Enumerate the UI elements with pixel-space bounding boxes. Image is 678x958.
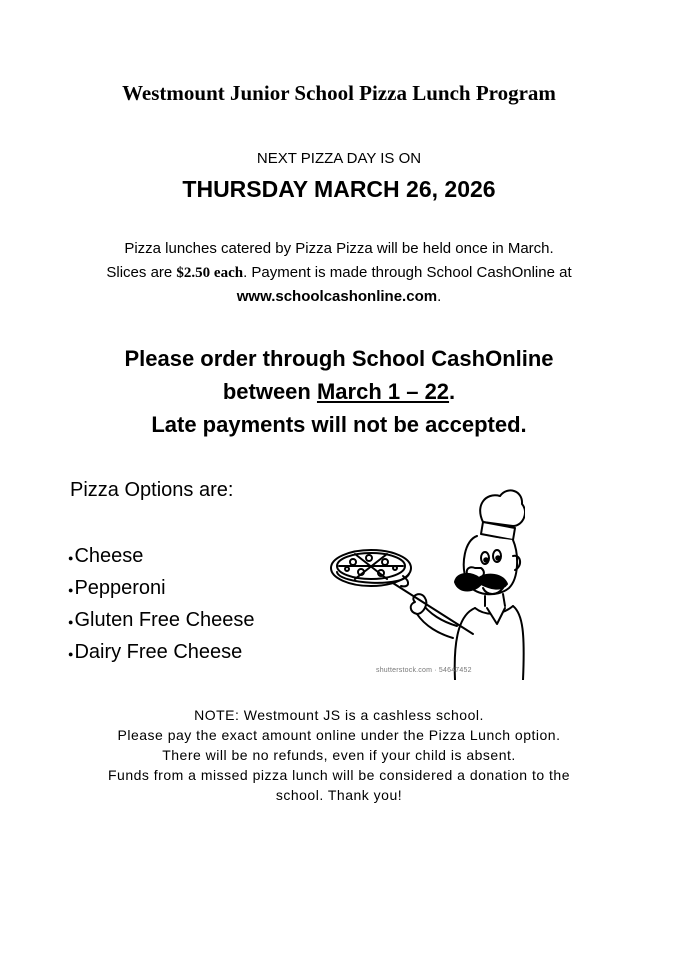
image-watermark: shutterstock.com · 54647452 (376, 667, 472, 674)
pizza-day-date: THURSDAY MARCH 26, 2026 (182, 176, 496, 202)
next-pizza-day-label: NEXT PIZZA DAY IS ON (256, 150, 422, 167)
order-instructions (0, 342, 678, 441)
option-label: Dairy Free Cheese (74, 641, 243, 663)
options-heading: Pizza Options are: (70, 479, 234, 501)
list-item (68, 540, 255, 572)
info-paragraph (0, 237, 678, 309)
pizza-options-list (68, 540, 255, 668)
bullet-icon: ● (68, 585, 74, 595)
note-line-4: Funds from a missed pizza lunch will be considered a donation to the (107, 767, 570, 783)
bullet-icon: ● (68, 617, 74, 627)
note-paragraph (0, 705, 678, 805)
slice-price: $2.50 each (176, 265, 244, 281)
order-line-2-end: . (449, 379, 456, 404)
list-item (68, 636, 255, 668)
bullet-icon: ● (68, 553, 74, 563)
info-line-3-end: . (437, 288, 442, 305)
pizza-chef-illustration (325, 484, 525, 680)
order-line-2-start: between (222, 379, 317, 404)
order-line-1: Please order through School CashOnline (124, 346, 554, 371)
order-dates: March 1 – 22 (316, 379, 450, 404)
list-item (68, 572, 255, 604)
note-line-5: school. Thank you! (275, 787, 403, 803)
info-line-2 (0, 261, 678, 285)
order-line-3: Late payments will not be accepted. (151, 412, 527, 437)
website-text: www.schoolcashonline.com (236, 288, 438, 305)
order-line-2 (0, 375, 678, 408)
bullet-icon: ● (68, 649, 74, 659)
info-line-2-end: . Payment is made through School CashOnline at (243, 264, 572, 281)
program-title: Westmount Junior School Pizza Lunch Program (122, 81, 556, 105)
note-line-1: NOTE: Westmount JS is a cashless school. (194, 707, 484, 723)
info-line-3 (0, 285, 678, 309)
option-label: Cheese (74, 545, 144, 567)
info-line-2-start: Slices are (106, 264, 177, 281)
note-line-3: There will be no refunds, even if your child is absent. (162, 747, 516, 763)
note-line-2: Please pay the exact amount online under the Pizza Lunch option. (117, 727, 561, 743)
list-item (68, 604, 255, 636)
option-label: Gluten Free Cheese (74, 609, 255, 631)
option-label: Pepperoni (74, 577, 166, 599)
info-line-1: Pizza lunches catered by Pizza Pizza will be held once in March. (124, 240, 554, 257)
